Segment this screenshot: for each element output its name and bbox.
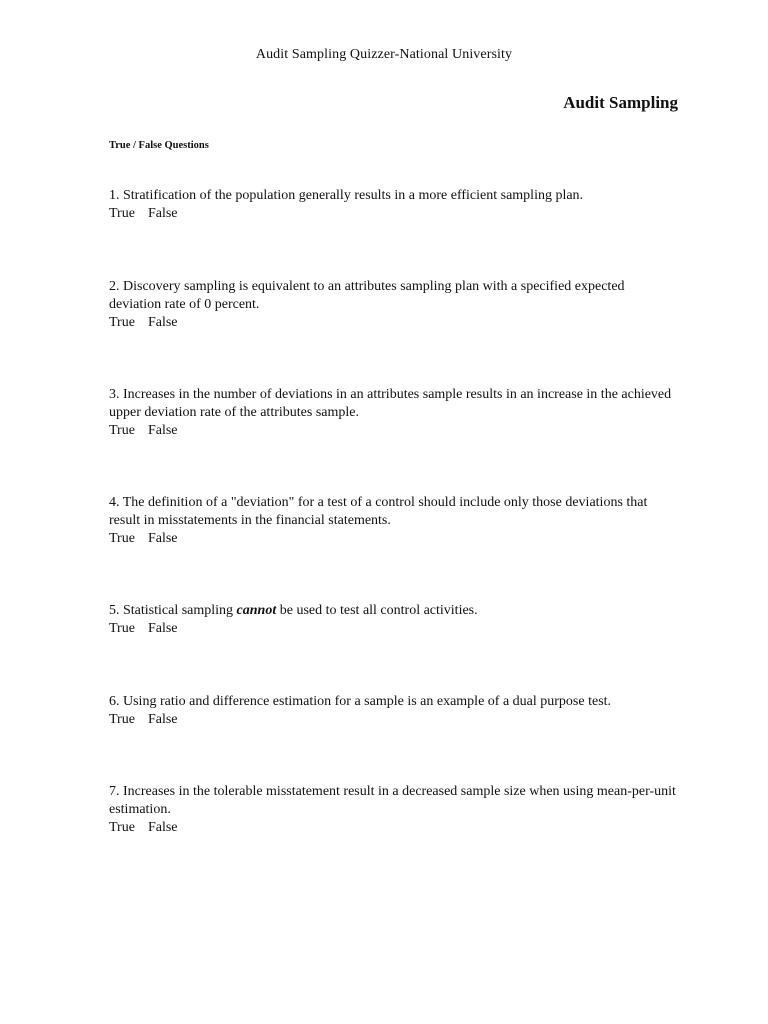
question-2 [109, 278, 679, 332]
answer-options [109, 711, 679, 729]
question-7 [109, 783, 679, 837]
question-text: 1. Stratification of the population generally results in a more efficient sampling plan. [109, 188, 584, 203]
question-3 [109, 386, 679, 440]
answer-options [109, 205, 679, 223]
question-text-emphasis: cannot [236, 603, 277, 618]
question-text: 7. Increases in the tolerable misstatement result in a decreased sample size when using mean-per-unit estimation. [109, 784, 676, 817]
question-6 [109, 693, 679, 729]
question-text: 2. Discovery sampling is equivalent to an attributes sampling plan with a specified expected deviation rate of 0 percent. [109, 279, 625, 312]
option-true[interactable]: True [109, 820, 135, 835]
question-text: 4. The definition of a "deviation" for a test of a control should include only those deviations that result in misstatements in the financial statements. [109, 495, 648, 528]
option-true[interactable]: True [109, 423, 135, 438]
page-header: Audit Sampling Quizzer-National University [255, 47, 513, 62]
document-title: Audit Sampling [563, 93, 678, 112]
option-true[interactable]: True [109, 531, 135, 546]
answer-options [109, 530, 679, 548]
option-false[interactable]: False [147, 820, 178, 835]
option-false[interactable]: False [147, 712, 178, 727]
question-text-start: 5. Statistical sampling [109, 603, 237, 618]
section-heading: True / False Questions [109, 140, 209, 151]
option-true[interactable]: True [109, 315, 135, 330]
question-1 [109, 187, 679, 223]
question-text [109, 602, 679, 620]
option-false[interactable]: False [147, 531, 178, 546]
option-true[interactable]: True [109, 621, 135, 636]
question-4 [109, 494, 679, 548]
question-text: 3. Increases in the number of deviations in an attributes sample results in an increase in the achieved upper deviation rate of the attributes sample. [109, 387, 672, 420]
answer-options [109, 422, 679, 440]
question-5 [109, 602, 679, 638]
option-false[interactable]: False [147, 621, 178, 636]
question-text: 6. Using ratio and difference estimation for a sample is an example of a dual purpose test. [109, 694, 612, 709]
option-true[interactable]: True [109, 206, 135, 221]
answer-options [109, 314, 679, 332]
question-text-end: be used to test all control activities. [276, 603, 478, 618]
option-false[interactable]: False [147, 206, 178, 221]
answer-options [109, 620, 679, 638]
option-true[interactable]: True [109, 712, 135, 727]
answer-options [109, 819, 679, 837]
option-false[interactable]: False [147, 423, 178, 438]
option-false[interactable]: False [147, 315, 178, 330]
